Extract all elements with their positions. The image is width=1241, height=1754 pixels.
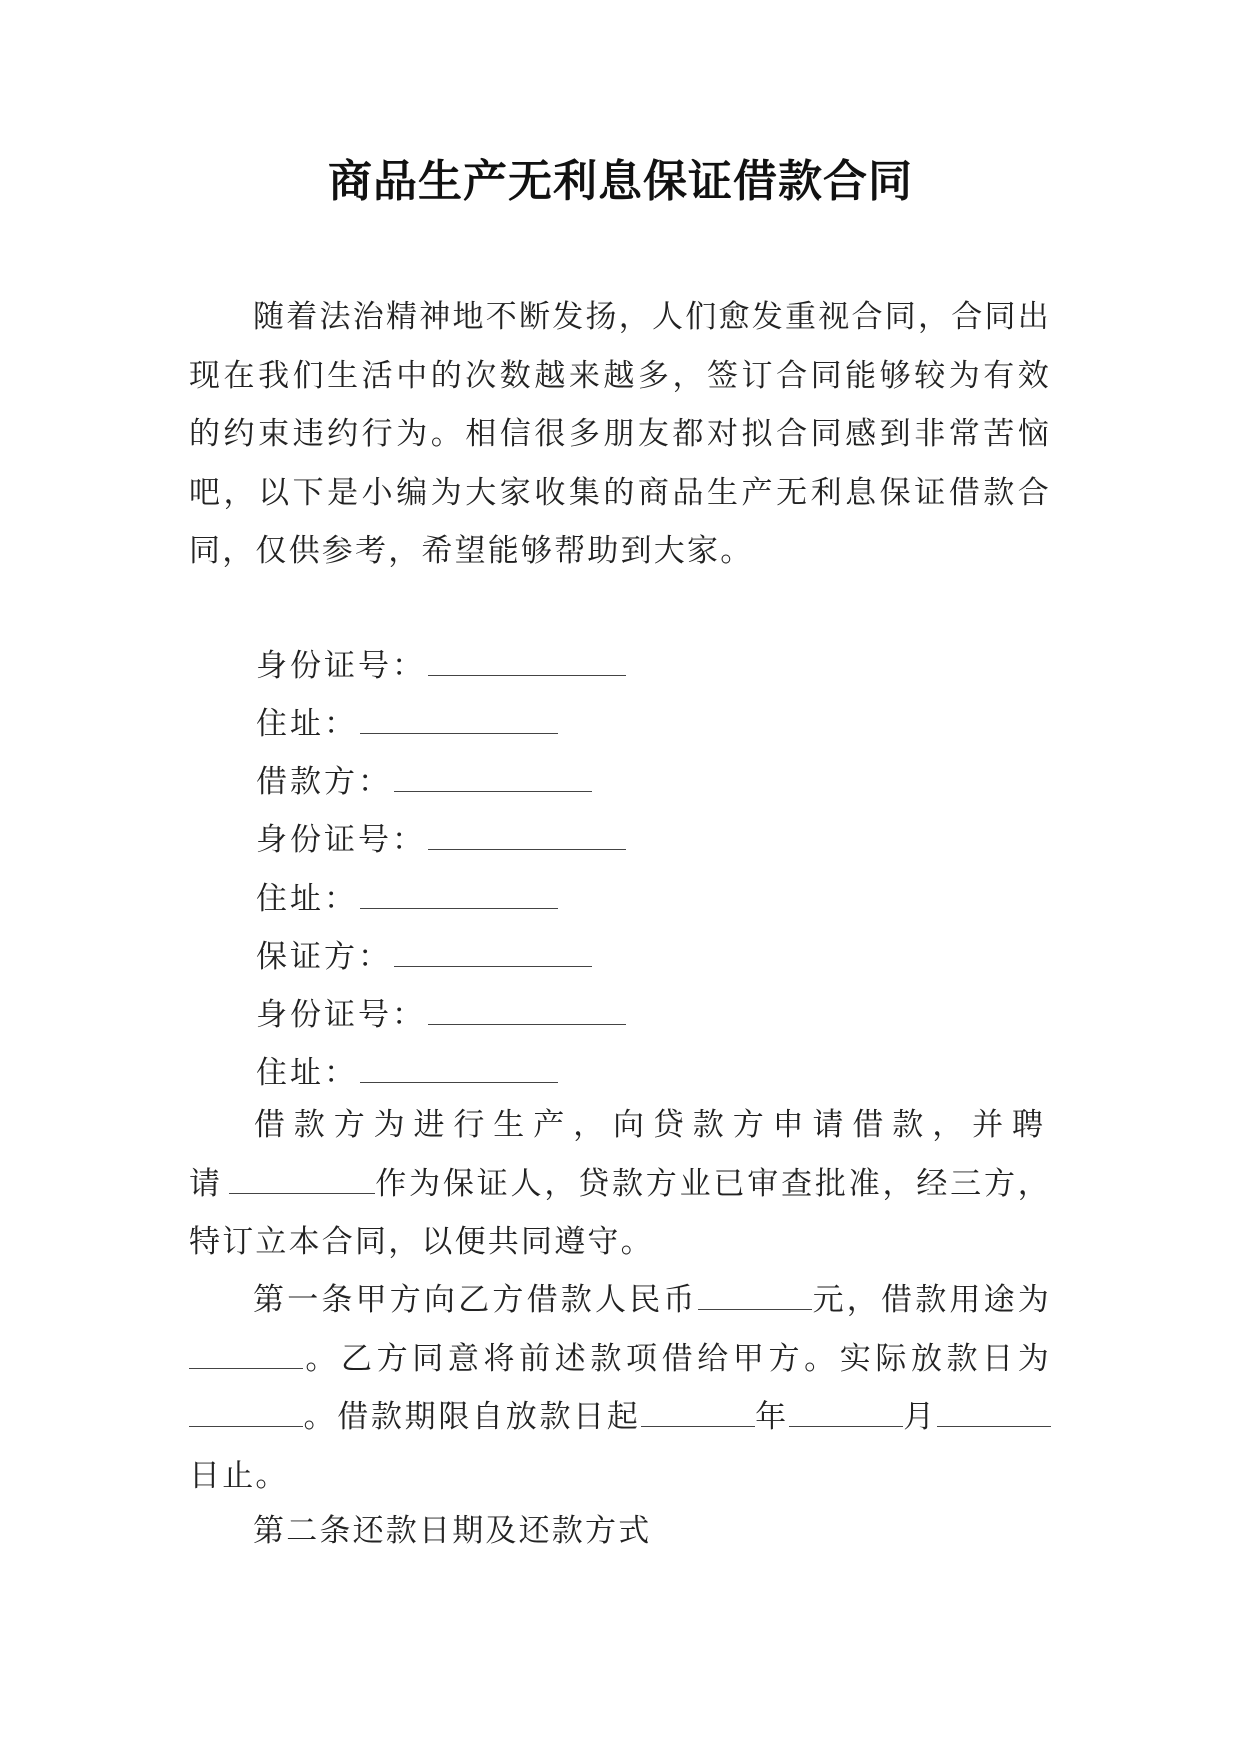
lender-address-field [256, 703, 558, 744]
year-blank [641, 1398, 755, 1427]
borrow-clause-paragraph [189, 1096, 1051, 1272]
field-label: 身份证号： [256, 648, 426, 684]
borrow-clause-lead: 借款方为进行生产，向贷款方申请借款，并聘请 [189, 1107, 1051, 1202]
borrower-address-field [256, 878, 558, 919]
fill-in-blank [360, 703, 558, 734]
article-1-paragraph [189, 1271, 1051, 1505]
fill-in-blank [428, 645, 626, 676]
field-label: 借款方： [256, 764, 392, 800]
field-label: 住址： [256, 881, 358, 917]
document-title: 商品生产无利息保证借款合同 [328, 156, 913, 207]
borrower-field [256, 761, 592, 802]
article-1-text-5: 年 [754, 1399, 789, 1435]
intro-paragraph: 随着法治精神地不断发扬，人们愈发重视合同，合同出现在我们生活中的次数越来越多，签订合同能够较为有效的约束违约行为。相信很多朋友都对拟合同感到非常苦恼吧，以下是小编为大家收集的商品生产无利息保证借款合同，仅供参考，希望能够帮助到大家。 [189, 299, 1051, 569]
article-1-text-6: 月 [902, 1399, 938, 1435]
fill-in-blank [428, 994, 626, 1025]
month-blank [789, 1398, 903, 1427]
field-label: 住址： [256, 1055, 358, 1091]
article-1-text-1: 第一条甲方向乙方借款人民币 [253, 1282, 698, 1318]
loan-amount-blank [698, 1281, 812, 1310]
borrow-clause-rest: 作为保证人，贷款方业已审查批准，经三方，特订立本合同，以便共同遵守。 [189, 1165, 1052, 1260]
guarantor-address-field [256, 1052, 558, 1093]
fill-in-blank [394, 936, 592, 967]
loan-purpose-blank [189, 1340, 303, 1369]
guarantor-id-number-field [256, 994, 626, 1035]
article-1-text-2: 元，借款用途为 [811, 1282, 1051, 1318]
guarantor-name-blank [229, 1165, 375, 1194]
disbursement-date-blank [189, 1398, 303, 1427]
borrower-id-number-field [256, 819, 626, 860]
field-label: 身份证号： [256, 822, 426, 858]
field-label: 住址： [256, 706, 358, 742]
lender-id-number-field [256, 645, 626, 686]
field-label: 保证方： [256, 939, 392, 975]
fill-in-blank [360, 1052, 558, 1083]
article-1-text-7: 日止。 [189, 1457, 289, 1494]
day-blank [937, 1398, 1051, 1427]
fill-in-blank [428, 819, 626, 850]
fill-in-blank [394, 761, 592, 792]
guarantor-field [256, 936, 592, 977]
article-1-text-4: 。借款期限自放款日起 [303, 1399, 641, 1435]
article-2-heading: 第二条还款日期及还款方式 [253, 1513, 652, 1549]
field-label: 身份证号： [256, 997, 426, 1033]
fill-in-blank [360, 878, 558, 909]
article-1-text-3: 。乙方同意将前述款项借给甲方。实际放款日为 [303, 1340, 1051, 1377]
